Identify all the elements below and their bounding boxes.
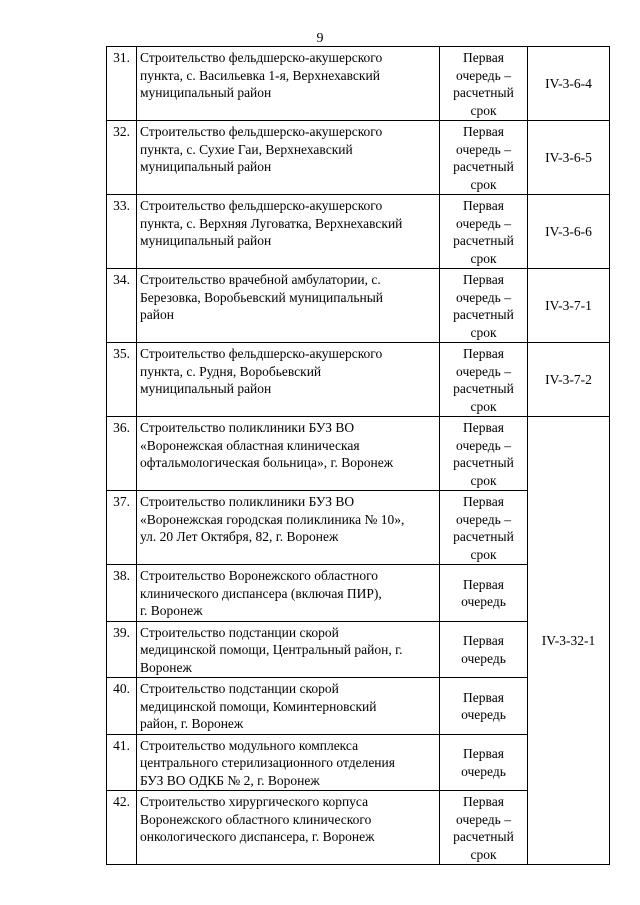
row-number: 34. <box>107 269 137 343</box>
row-queue: Первая очередь – расчетный срок <box>440 47 528 121</box>
row-number: 33. <box>107 195 137 269</box>
row-description: Строительство фельдшерско-акушерского пункта, с. Васильевка 1-я, Верхнехавский муниципальный район <box>137 47 440 121</box>
merged-code: IV-3-32-1 <box>528 417 610 865</box>
row-queue: Первая очередь – расчетный срок <box>440 121 528 195</box>
row-description: Строительство подстанции скорой медицинской помощи, Центральный район, г. Воронеж <box>137 621 440 678</box>
row-number: 42. <box>107 791 137 865</box>
row-code: IV-3-6-6 <box>528 195 610 269</box>
row-description: Строительство врачебной амбулатории, с. Березовка, Воробьевский муниципальный район <box>137 269 440 343</box>
table-row <box>107 121 610 195</box>
row-description: Строительство подстанции скорой медицинской помощи, Коминтерновский район, г. Воронеж <box>137 678 440 735</box>
row-description: Строительство Воронежского областного клинического диспансера (включая ПИР), г. Воронеж <box>137 565 440 622</box>
row-number: 32. <box>107 121 137 195</box>
row-number: 36. <box>107 417 137 491</box>
row-queue: Первая очередь <box>440 678 528 735</box>
row-number: 39. <box>107 621 137 678</box>
table-row <box>107 269 610 343</box>
row-queue: Первая очередь – расчетный срок <box>440 791 528 865</box>
row-queue: Первая очередь – расчетный срок <box>440 269 528 343</box>
row-number: 41. <box>107 734 137 791</box>
row-description: Строительство поликлиники БУЗ ВО «Воронежская областная клиническая офтальмологическая больница», г. Воронеж <box>137 417 440 491</box>
row-number: 37. <box>107 491 137 565</box>
row-description: Строительство поликлиники БУЗ ВО «Воронежская городская поликлиника № 10», ул. 20 Лет Октября, 82, г. Воронеж <box>137 491 440 565</box>
row-queue: Первая очередь – расчетный срок <box>440 491 528 565</box>
objects-table <box>106 46 610 865</box>
row-queue: Первая очередь <box>440 621 528 678</box>
page-number: 9 <box>316 31 324 46</box>
row-code: IV-3-6-4 <box>528 47 610 121</box>
row-code: IV-3-7-2 <box>528 343 610 417</box>
row-code: IV-3-6-5 <box>528 121 610 195</box>
row-queue: Первая очередь <box>440 565 528 622</box>
row-description: Строительство фельдшерско-акушерского пункта, с. Сухие Гаи, Верхнехавский муниципальный район <box>137 121 440 195</box>
row-description: Строительство фельдшерско-акушерского пункта, с. Верхняя Луговатка, Верхнехавский муниципальный район <box>137 195 440 269</box>
row-number: 31. <box>107 47 137 121</box>
table-row <box>107 343 610 417</box>
table-row <box>107 195 610 269</box>
row-description: Строительство хирургического корпуса Воронежского областного клинического онкологического диспансера, г. Воронеж <box>137 791 440 865</box>
row-queue: Первая очередь <box>440 734 528 791</box>
row-description: Строительство модульного комплекса центрального стерилизационного отделения БУЗ ВО ОДКБ № 2, г. Воронеж <box>137 734 440 791</box>
row-queue: Первая очередь – расчетный срок <box>440 343 528 417</box>
row-code: IV-3-7-1 <box>528 269 610 343</box>
row-queue: Первая очередь – расчетный срок <box>440 417 528 491</box>
row-number: 38. <box>107 565 137 622</box>
row-queue: Первая очередь – расчетный срок <box>440 195 528 269</box>
row-number: 35. <box>107 343 137 417</box>
table-row <box>107 47 610 121</box>
table-row <box>107 417 610 491</box>
row-description: Строительство фельдшерско-акушерского пункта, с. Рудня, Воробьевский муниципальный район <box>137 343 440 417</box>
row-number: 40. <box>107 678 137 735</box>
